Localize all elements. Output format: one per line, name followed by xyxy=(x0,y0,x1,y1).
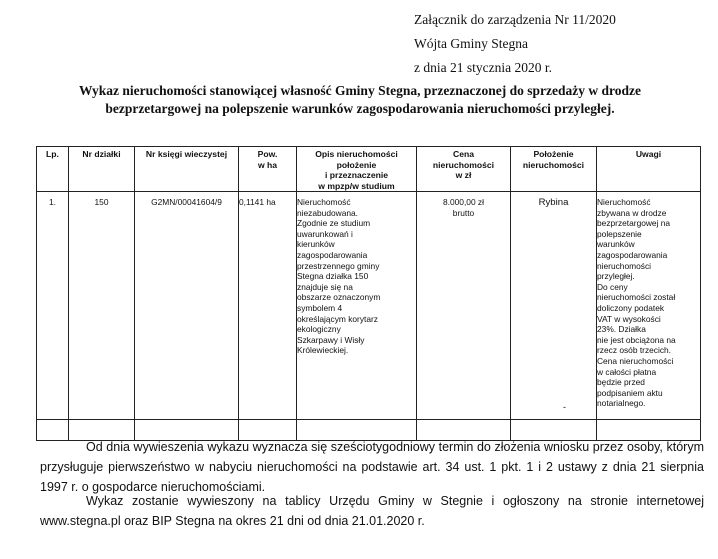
cell-uwagi xyxy=(597,192,701,420)
annex-header xyxy=(414,8,704,80)
cell-cena xyxy=(417,192,511,420)
uwagi-lines xyxy=(597,197,700,409)
table-header-row xyxy=(37,147,701,192)
uwagi-line-1: Nieruchomość xyxy=(597,197,651,207)
uwagi-line-6: zagospodarowania xyxy=(597,249,668,260)
uwagi-line-19: podpisaniem aktu xyxy=(597,387,663,398)
opis-line-7: przestrzennego gminy xyxy=(297,260,380,271)
header-cena: Cena nieruchomości w zł xyxy=(417,147,511,192)
uwagi-line-3: bezprzetargowej na xyxy=(597,218,671,229)
cell-opis xyxy=(297,192,417,420)
uwagi-line-2: zbywana w drodze xyxy=(597,207,667,218)
paragraph-deadline: Od dnia wywieszenia wykazu wyznacza się sześciotygodniowy termin do złożenia wniosku przez osoby, którym przysługuje pierwszeństwo w nabyciu nieruchomości na podstawie art. 34 ust. 1 pkt. 1 i 2 ustawy z dnia 21 sierpnia 1997 r. o gospodarce nieruchomościami. xyxy=(40,440,704,494)
uwagi-line-10: nieruchomości został xyxy=(597,292,676,303)
uwagi-line-18: będzie przed xyxy=(597,377,645,388)
table-row xyxy=(37,192,701,420)
opis-line-4: uwarunkowań i xyxy=(297,228,353,239)
cell-polozenie: Rybina xyxy=(511,192,597,420)
uwagi-line-4: polepszenie xyxy=(597,228,642,239)
opis-line-9: znajduje się na xyxy=(297,281,353,292)
header-opis: Opis nieruchomości położenie i przeznaczenie w mpzp/w studium xyxy=(297,147,417,192)
margin-mark: - xyxy=(563,402,566,412)
opis-line-15: Królewieckiej. xyxy=(297,345,349,356)
uwagi-line-13: 23%. Działka xyxy=(597,324,646,335)
cena-value: 8.000,00 zł xyxy=(443,197,484,207)
opis-lines xyxy=(297,197,416,356)
opis-line-11: symbolem 4 xyxy=(297,302,343,313)
opis-line-8: Stegna działka 150 xyxy=(297,271,369,282)
uwagi-line-16: Cena nieruchomości xyxy=(597,355,674,366)
cena-note: brutto xyxy=(452,207,475,218)
header-nr-dzialki: Nr działki xyxy=(69,147,135,192)
paragraph-publication: Wykaz zostanie wywieszony na tablicy Urzędu Gminy w Stegnie i ogłoszony na stronie internetowej www.stegna.pl oraz BIP Stegna na okres 21 dni od dnia 21.01.2020 r. xyxy=(40,494,704,528)
cell-nr-dzialki: 150 xyxy=(69,192,135,420)
annex-line-1: Załącznik do zarządzenia Nr 11/2020 xyxy=(414,12,616,27)
uwagi-line-12: VAT w wysokości xyxy=(597,313,661,324)
uwagi-line-15: rzecz osób trzecich. xyxy=(597,345,672,356)
property-table xyxy=(36,146,701,441)
uwagi-line-14: nie jest obciążona na xyxy=(597,334,676,345)
header-uwagi: Uwagi xyxy=(597,147,701,192)
annex-line-3: z dnia 21 stycznia 2020 r. xyxy=(414,60,552,75)
opis-line-14: Szkarpawy i Wisły xyxy=(297,334,365,345)
title-line-2: bezprzetargowej na polepszenie warunków zagospodarowania nieruchomości przyległej. xyxy=(105,101,615,116)
cell-nr-ksiegi: G2MN/00041604/9 xyxy=(135,192,239,420)
opis-line-10: obszarze oznaczonym xyxy=(297,292,381,303)
opis-line-6: zagospodarowania xyxy=(297,249,368,260)
opis-line-2: niezabudowana. xyxy=(297,207,359,218)
opis-line-3: Zgodnie ze studium xyxy=(297,218,371,229)
cell-lp: 1. xyxy=(37,192,69,420)
uwagi-line-8: przyległej. xyxy=(597,271,635,282)
annex-line-2: Wójta Gminy Stegna xyxy=(414,36,528,51)
uwagi-line-7: nieruchomości xyxy=(597,260,651,271)
document-title xyxy=(40,82,680,118)
header-polozenie: Położenie nieruchomości xyxy=(511,147,597,192)
uwagi-line-20: notarialnego. xyxy=(597,398,646,409)
uwagi-line-17: w całości płatna xyxy=(597,366,657,377)
header-nr-ksiegi: Nr księgi wieczystej xyxy=(135,147,239,192)
header-lp: Lp. xyxy=(37,147,69,192)
cell-pow: 0,1141 ha xyxy=(239,192,297,420)
header-pow: Pow. w ha xyxy=(239,147,297,192)
opis-line-12: określającym korytarz xyxy=(297,313,378,324)
opis-line-13: ekologiczny xyxy=(297,324,341,335)
opis-line-1: Nieruchomość xyxy=(297,197,351,207)
uwagi-line-9: Do ceny xyxy=(597,281,628,292)
uwagi-line-5: warunków xyxy=(597,239,635,250)
title-line-1: Wykaz nieruchomości stanowiącej własność Gminy Stegna, przeznaczonej do sprzedaży w drodze xyxy=(78,83,642,98)
opis-line-5: kierunków xyxy=(297,239,335,250)
uwagi-line-11: doliczony podatek xyxy=(597,302,665,313)
